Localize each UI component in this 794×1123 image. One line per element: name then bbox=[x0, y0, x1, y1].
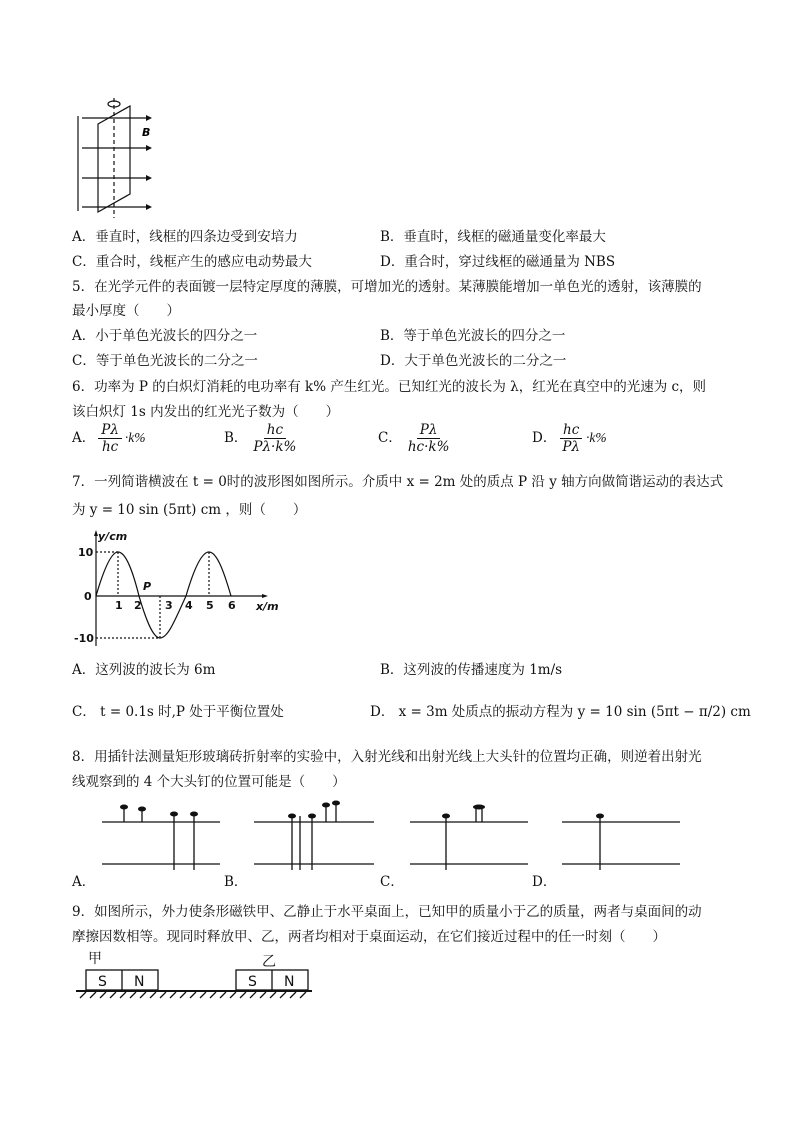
q6-option-a-label: A． bbox=[72, 430, 96, 446]
q8-option-a[interactable]: A． bbox=[72, 874, 96, 890]
q8-option-b[interactable]: B． bbox=[224, 874, 248, 890]
q5-option-b[interactable]: B．等于单色光波长的四分之一 bbox=[380, 328, 566, 344]
chart-xtick-2: 2 bbox=[134, 599, 142, 612]
q7-option-c[interactable]: C． t = 0.1s 时,P 处于平衡位置处 bbox=[72, 704, 284, 720]
q6-option-c-numerator: Pλ bbox=[417, 422, 441, 439]
q4-option-c[interactable]: C．重合时，线框产生的感应电动势最大 bbox=[72, 254, 312, 270]
q5-option-c[interactable]: C．等于单色光波长的二分之一 bbox=[72, 353, 258, 369]
magnets-figure bbox=[74, 948, 314, 1006]
q8-option-c[interactable]: C． bbox=[380, 874, 404, 890]
q8-option-d[interactable]: D． bbox=[532, 874, 557, 890]
q6-option-c-denominator: hc·k% bbox=[407, 439, 450, 455]
q7-stem-line2: 为 y = 10 sin (5πt) cm ，则（ ） bbox=[72, 502, 307, 518]
q7-option-b[interactable]: B．这列波的传播速度为 1m/s bbox=[380, 662, 563, 678]
q6-option-b-numerator: hc bbox=[264, 422, 286, 439]
chart-y-label: y/cm bbox=[98, 530, 128, 543]
q6-option-d[interactable] bbox=[532, 422, 607, 455]
q6-option-c[interactable] bbox=[378, 422, 455, 455]
chart-ytick-neg10: -10 bbox=[74, 632, 94, 645]
wave-curve bbox=[96, 552, 231, 638]
q5-option-a[interactable]: A．小于单色光波长的四分之一 bbox=[72, 328, 258, 344]
chart-x-label: x/m bbox=[256, 600, 279, 613]
magnet1-name: 甲 bbox=[88, 951, 102, 967]
q4-option-d[interactable]: D．重合时，穿过线框的磁通量为 NBS bbox=[380, 254, 616, 270]
magnet1-s: S bbox=[98, 974, 107, 990]
q6-option-b-label: B． bbox=[224, 430, 248, 446]
q9-stem-line1: 9．如图所示，外力使条形磁铁甲、乙静止于水平桌面上，已知甲的质量小于乙的质量，两者与桌面间的动 bbox=[72, 904, 702, 920]
q6-option-a-tail: ·k% bbox=[124, 430, 146, 445]
q8-stem-line2: 线观察到的 4 个大头钉的位置可能是（ ） bbox=[72, 774, 346, 790]
chart-xtick-4: 4 bbox=[185, 599, 193, 612]
chart-xtick-5: 5 bbox=[206, 599, 214, 612]
magnet2-n: N bbox=[284, 974, 295, 990]
magnet1-n: N bbox=[134, 974, 145, 990]
q6-option-b-denominator: Pλ·k% bbox=[253, 439, 297, 455]
q6-option-d-denominator: Pλ bbox=[562, 439, 580, 455]
q6-option-d-numerator: hc bbox=[560, 422, 582, 439]
q7-stem-line1: 7．一列简谐横波在 t = 0时的波形图如图所示。介质中 x = 2m 处的质点 P 沿 y 轴方向做简谐运动的表达式 bbox=[72, 474, 724, 490]
q6-stem-line2: 该白炽灯 1s 内发出的红光光子数为（ ） bbox=[72, 404, 340, 420]
chart-point-p-label: P bbox=[143, 580, 152, 593]
q9-stem-line2: 摩擦因数相等。现同时释放甲、乙，两者均相对于桌面运动，在它们接近过程中的任一时刻（ ） bbox=[72, 929, 666, 945]
q6-stem-line1: 6．功率为 P 的白炽灯消耗的电功率有 k% 产生红光。已知红光的波长为 λ，红光在真空中的光速为 c，则 bbox=[72, 379, 707, 395]
magnet2-s: S bbox=[248, 974, 257, 990]
q5-stem-line1: 5．在光学元件的表面镀一层特定厚度的薄膜，可增加光的透射。某薄膜能增加一单色光的透射，该薄膜的 bbox=[72, 279, 702, 295]
wave-chart bbox=[72, 528, 292, 648]
q6-option-d-label: D． bbox=[532, 430, 557, 446]
q6-option-d-tail: ·k% bbox=[585, 430, 607, 445]
q6-option-a[interactable] bbox=[72, 422, 146, 455]
chart-origin-label: 0 bbox=[84, 590, 92, 603]
magnet2-name: 乙 bbox=[262, 954, 276, 970]
chart-xtick-6: 6 bbox=[228, 599, 236, 612]
chart-xtick-1: 1 bbox=[115, 599, 123, 612]
q8-stem-line1: 8．用插针法测量矩形玻璃砖折射率的实验中，入射光线和出射光线上大头针的位置均正确，则逆着出射光 bbox=[72, 749, 702, 765]
q5-stem-line2: 最小厚度（ ） bbox=[72, 303, 180, 319]
q4-option-a[interactable]: A．垂直时，线框的四条边受到安培力 bbox=[72, 229, 298, 245]
q5-option-d[interactable]: D．大于单色光波长的二分之一 bbox=[380, 353, 567, 369]
q6-option-b[interactable] bbox=[224, 422, 302, 455]
coil-in-field-figure bbox=[70, 96, 170, 220]
q7-option-d[interactable]: D． x = 3m 处质点的振动方程为 y = 10 sin (5πt − π/2) cm bbox=[370, 704, 751, 720]
q4-option-b[interactable]: B．垂直时，线框的磁通量变化率最大 bbox=[380, 229, 606, 245]
field-label: B bbox=[142, 126, 151, 139]
chart-xtick-3: 3 bbox=[165, 599, 173, 612]
q7-option-a[interactable]: A．这列波的波长为 6m bbox=[72, 662, 216, 678]
q6-option-a-numerator: Pλ bbox=[98, 422, 122, 439]
q6-option-c-label: C． bbox=[378, 430, 402, 446]
q6-option-a-denominator: hc bbox=[101, 439, 119, 455]
chart-ytick-10: 10 bbox=[78, 546, 94, 559]
